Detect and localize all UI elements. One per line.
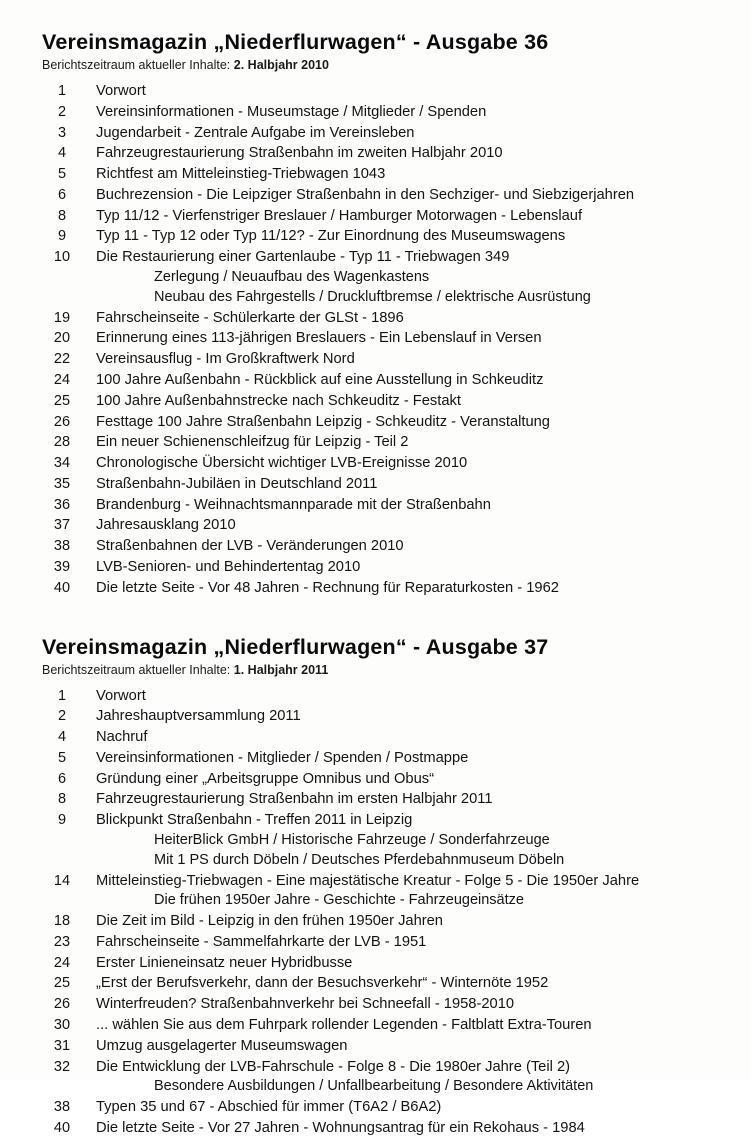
toc-page-number: 25	[53, 975, 71, 992]
toc-entry	[34, 185, 717, 206]
toc-entry-title: Brandenburg - Weihnachtsmannparade mit der Straßenbahn	[96, 496, 491, 513]
toc-entry	[34, 349, 717, 370]
toc-subentry	[34, 891, 717, 911]
toc-page-number: 9	[57, 228, 67, 245]
toc-page-number: 39	[53, 558, 71, 575]
toc-entry	[34, 143, 717, 164]
toc-entry-title: Erster Linieneinsatz neuer Hybridbusse	[96, 954, 353, 971]
toc-entry-title: Jahresausklang 2010	[96, 517, 236, 534]
toc-page-number: 34	[53, 455, 71, 472]
toc-page-number: 9	[57, 812, 67, 829]
toc-page-number: 22	[53, 351, 71, 368]
toc-page-number: 18	[53, 913, 71, 930]
issue-title: Vereinsmagazin „Niederflurwagen“ - Ausgabe 36	[42, 30, 549, 54]
toc-entry	[34, 953, 717, 974]
toc-entry-title: HeiterBlick GmbH / Historische Fahrzeuge / Sonderfahrzeuge	[154, 832, 550, 848]
toc-entry-title: Gründung einer „Arbeitsgruppe Omnibus und Obus“	[96, 770, 434, 787]
issue-subtitle-label: Berichtszeitraum aktueller Inhalte:	[42, 58, 234, 72]
toc-subentry	[34, 268, 717, 288]
toc-entry	[34, 727, 717, 748]
toc-page-number: 23	[53, 933, 71, 950]
toc-entry	[34, 578, 717, 599]
toc-entry	[34, 206, 717, 227]
toc-page-number: 6	[57, 770, 67, 787]
toc-page-number: 4	[57, 729, 67, 746]
toc-entry-title: Vereinsinformationen - Museumstage / Mitglieder / Spenden	[96, 103, 487, 120]
toc-entry-title: Jahreshauptversammlung 2011	[96, 708, 301, 725]
toc-entry	[34, 432, 717, 453]
toc-entry-title: Chronologische Übersicht wichtiger LVB-Ereignisse 2010	[96, 455, 468, 472]
toc-entry	[34, 789, 717, 810]
toc-entry	[34, 932, 717, 953]
toc-entry	[34, 391, 717, 412]
toc-entry	[34, 994, 717, 1015]
toc-page-number: 1	[57, 83, 67, 99]
toc-entry-title: LVB-Senioren- und Behindertentag 2010	[96, 558, 361, 575]
toc-subentry	[34, 288, 717, 308]
toc-entry-title: Typ 11/12 - Vierfenstriger Breslauer / Hamburger Motorwagen - Lebenslauf	[96, 207, 583, 224]
issue-subtitle-value: 2. Halbjahr 2010	[233, 58, 329, 72]
toc-entry-title: Fahrzeugrestaurierung Straßenbahn im ersten Halbjahr 2011	[96, 791, 493, 808]
toc-page-number: 31	[53, 1037, 71, 1054]
toc-page-number: 8	[57, 207, 67, 224]
toc-subentry	[34, 831, 717, 851]
toc-entry	[34, 748, 717, 769]
toc-page-number: 6	[57, 186, 67, 203]
toc-entry-title: Mitteleinstieg-Triebwagen - Eine majestätische Kreatur - Folge 5 - Die 1950er Jahre	[96, 872, 640, 889]
issue-subtitle	[34, 58, 717, 72]
toc-entry	[34, 911, 717, 932]
toc-entry-title: Erinnerung eines 113-jährigen Breslauers - Ein Lebenslauf in Versen	[96, 330, 542, 347]
toc-page-number: 1	[57, 687, 67, 704]
issue-subtitle	[34, 663, 717, 677]
toc-page-number: 24	[53, 954, 71, 971]
toc-entry	[34, 370, 717, 391]
toc-entry-title: Mit 1 PS durch Döbeln / Deutsches Pferdebahnmuseum Döbeln	[154, 851, 565, 868]
toc-entry	[34, 1057, 717, 1078]
toc-page-number: 24	[53, 371, 71, 388]
toc-entry-title: Vorwort	[96, 83, 146, 99]
toc-entry	[34, 102, 717, 123]
toc-entry-title: Buchrezension - Die Leipziger Straßenbahn in den Sechziger- und Siebzigerjahren	[96, 186, 635, 203]
toc-entry	[34, 453, 717, 474]
toc-page-number: 2	[57, 103, 67, 120]
toc-entry-title: Festtage 100 Jahre Straßenbahn Leipzig - Schkeuditz - Veranstaltung	[96, 413, 550, 430]
toc-entry-title: Die frühen 1950er Jahre - Geschichte - Fahrzeugeinsätze	[154, 892, 524, 909]
toc-entry	[34, 474, 717, 495]
toc-page-number: 38	[53, 538, 71, 555]
issue-subtitle-label: Berichtszeitraum aktueller Inhalte:	[42, 662, 234, 677]
toc-entry	[34, 871, 717, 892]
toc-entry-title: „Erst der Berufsverkehr, dann der Besuchsverkehr“ - Winternöte 1952	[96, 975, 549, 992]
toc-page-number: 35	[53, 475, 71, 492]
toc-entry-title: Typen 35 und 67 - Abschied für immer (T6A2 / B6A2)	[96, 1099, 442, 1116]
toc-page-number: 32	[53, 1058, 71, 1075]
toc-entry	[34, 1015, 717, 1036]
toc-entry-title: Fahrscheinseite - Sammelfahrkarte der LVB - 1951	[96, 933, 427, 950]
toc-entry-title: ... wählen Sie aus dem Fuhrpark rollender Legenden - Faltblatt Extra-Touren	[96, 1017, 592, 1034]
toc-page-number: 36	[53, 496, 71, 513]
toc-entry-title: Typ 11 - Typ 12 oder Typ 11/12? - Zur Einordnung des Museumswagens	[96, 228, 566, 245]
toc-entry-title: Blickpunkt Straßenbahn - Treffen 2011 in Leipzig	[96, 812, 413, 829]
toc-entry-title: Jugendarbeit - Zentrale Aufgabe im Vereinsleben	[96, 124, 415, 141]
table-of-contents-36	[34, 81, 717, 599]
toc-subentry	[34, 1077, 717, 1097]
toc-entry	[34, 123, 717, 144]
toc-page-number: 25	[53, 392, 71, 409]
toc-page-number: 8	[57, 791, 67, 808]
toc-entry-title: Vereinsinformationen - Mitglieder / Spenden / Postmappe	[96, 749, 469, 766]
toc-entry-title: Die Zeit im Bild - Leipzig in den frühen 1950er Jahren	[96, 913, 443, 930]
toc-page-number: 19	[53, 309, 71, 326]
toc-entry	[34, 164, 717, 185]
toc-entry	[34, 1097, 717, 1118]
toc-entry	[34, 810, 717, 831]
toc-page-number: 3	[57, 124, 67, 141]
toc-subentry	[34, 851, 717, 871]
toc-entry	[34, 1036, 717, 1057]
toc-entry	[34, 495, 717, 516]
toc-page-number: 20	[53, 330, 71, 347]
toc-entry-title: Zerlegung / Neuaufbau des Wagenkastens	[154, 269, 430, 286]
toc-page-number: 30	[53, 1017, 71, 1034]
toc-page-number: 5	[57, 749, 67, 766]
toc-page-number: 38	[53, 1099, 71, 1116]
toc-page-number: 14	[53, 872, 71, 889]
toc-entry	[34, 515, 717, 536]
toc-entry	[34, 973, 717, 994]
toc-entry-title: Vorwort	[96, 687, 146, 704]
toc-entry-title: Die letzte Seite - Vor 48 Jahren - Rechnung für Reparaturkosten - 1962	[96, 579, 559, 596]
toc-entry	[34, 706, 717, 727]
toc-page-number: 26	[53, 413, 71, 430]
toc-entry-title: Straßenbahn-Jubiläen in Deutschland 2011	[96, 475, 378, 492]
toc-entry-title: Fahrzeugrestaurierung Straßenbahn im zweiten Halbjahr 2010	[96, 145, 503, 162]
issue-section-37	[0, 599, 751, 1139]
toc-entry	[34, 1118, 717, 1139]
toc-page-number: 2	[57, 708, 67, 725]
toc-entry-title: Ein neuer Schienenschleifzug für Leipzig - Teil 2	[96, 434, 409, 451]
toc-entry-title: 100 Jahre Außenbahn - Rückblick auf eine Ausstellung in Schkeuditz	[96, 371, 544, 388]
toc-entry-title: Besondere Ausbildungen / Unfallbearbeitung / Besondere Aktivitäten	[154, 1078, 594, 1095]
toc-page-number: 26	[53, 996, 71, 1013]
toc-entry	[34, 308, 717, 329]
toc-page-number: 37	[53, 517, 71, 534]
toc-page-number: 4	[57, 145, 67, 162]
toc-entry	[34, 226, 717, 247]
toc-page-number: 10	[53, 249, 71, 266]
toc-entry-title: Umzug ausgelagerter Museumswagen	[96, 1037, 348, 1054]
toc-entry	[34, 769, 717, 790]
toc-entry-title: Fahrscheinseite - Schülerkarte der GLSt - 1896	[96, 309, 404, 326]
toc-entry	[34, 412, 717, 433]
toc-entry	[34, 328, 717, 349]
toc-entry	[34, 536, 717, 557]
toc-entry	[34, 81, 717, 102]
toc-entry	[34, 247, 717, 268]
toc-entry-title: Neubau des Fahrgestells / Druckluftbremse / elektrische Ausrüstung	[154, 288, 591, 305]
toc-entry	[34, 686, 717, 707]
toc-entry-title: 100 Jahre Außenbahnstrecke nach Schkeuditz - Festakt	[96, 392, 461, 409]
toc-page-number: 40	[53, 1119, 71, 1136]
issue-title: Vereinsmagazin „Niederflurwagen“ - Ausgabe 37	[42, 634, 549, 659]
issue-subtitle-value: 1. Halbjahr 2011	[233, 662, 329, 677]
toc-page-number: 28	[53, 434, 71, 451]
toc-page-number: 5	[57, 166, 67, 183]
toc-entry-title: Straßenbahnen der LVB - Veränderungen 2010	[96, 538, 404, 555]
table-of-contents-37	[34, 686, 717, 1139]
toc-entry-title: Die Entwicklung der LVB-Fahrschule - Folge 8 - Die 1980er Jahre (Teil 2)	[96, 1058, 571, 1075]
toc-entry-title: Die Restaurierung einer Gartenlaube - Typ 11 - Triebwagen 349	[96, 249, 510, 266]
toc-entry	[34, 557, 717, 578]
toc-entry-title: Vereinsausflug - Im Großkraftwerk Nord	[96, 351, 355, 368]
toc-page-number: 40	[53, 579, 71, 596]
toc-entry-title: Nachruf	[96, 729, 148, 746]
toc-entry-title: Die letzte Seite - Vor 27 Jahren - Wohnungsantrag für ein Rekohaus - 1984	[96, 1119, 585, 1136]
toc-entry-title: Winterfreuden? Straßenbahnverkehr bei Schneefall - 1958-2010	[96, 996, 515, 1013]
toc-entry-title: Richtfest am Mitteleinstieg-Triebwagen 1043	[96, 166, 386, 183]
